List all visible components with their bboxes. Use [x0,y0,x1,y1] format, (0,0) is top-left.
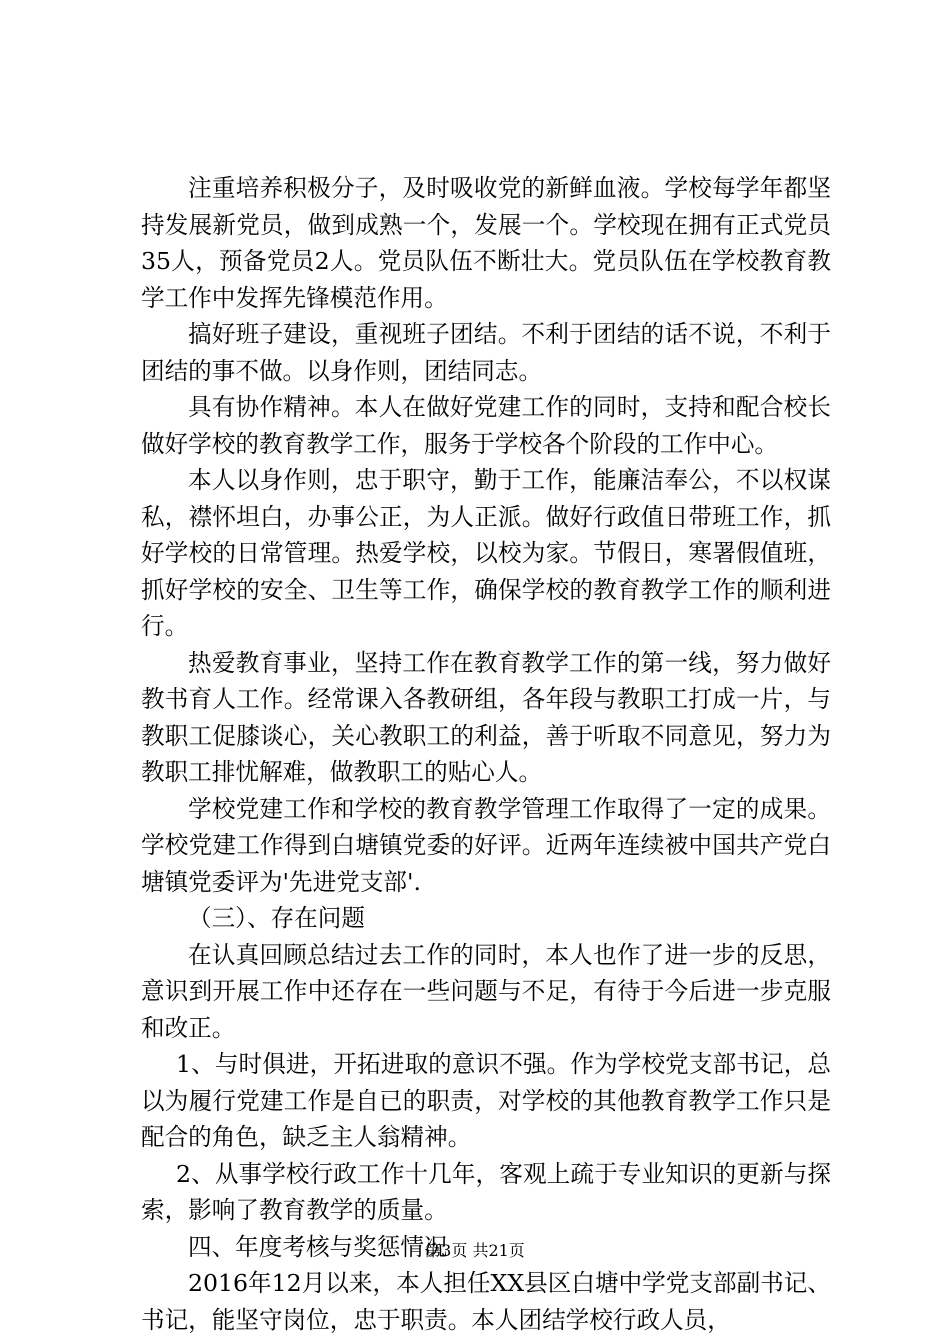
paragraph-conduct: 本人以身作则，忠于职守，勤于工作，能廉洁奉公，不以权谋私，襟怀坦白，办事公正，为人正派。做好行政值日带班工作，抓好学校的日常管理。热爱学校，以校为家。节假日，寒署假值班，抓好学校的安全、卫生等工作，确保学校的教育教学工作的顺利进行。 [141,466,831,640]
section-heading-problems: （三）、存在问题 [188,904,365,932]
paragraph-reflection: 在认真回顾总结过去工作的同时，本人也作了进一步的反思，意识到开展工作中还存在一些问题与不足，有待于今后进一步克服和改正。 [141,940,831,1042]
section-heading-assessment: 四、年度考核与奖惩情况 [188,1232,448,1261]
paragraph-achievements: 学校党建工作和学校的教育教学管理工作取得了一定的成果。学校党建工作得到白塘镇党委的好评。近两年连续被中国共产党白塘镇党委评为'先进党支部'. [141,794,831,896]
document-body [141,170,831,1338]
paragraph-education: 热爱教育事业，坚持工作在教育教学工作的第一线，努力做好教书育人工作。经常课入各教研组，各年段与教职工打成一片，与教职工促膝谈心，关心教职工的利益，善于听取不同意见，努力为教职工排忧解难，做教职工的贴心人。 [141,648,831,786]
paragraph-team-building: 搞好班子建设，重视班子团结。不利于团结的话不说，不利于团结的事不做。以身作则，团结同志。 [141,320,831,385]
paragraph-cooperation: 具有协作精神。本人在做好党建工作的同时，支持和配合校长做好学校的教育教学工作，服务于学校各个阶段的工作中心。 [141,393,831,458]
paragraph-party-members: 注重培养积极分子，及时吸收党的新鲜血液。学校每学年都坚持发展新党员，做到成熟一个，发展一个。学校现在拥有正式党员35人，预备党员2人。党员队伍不断壮大。党员队伍在学校教育教学工作中发挥先锋模范作用。 [141,174,831,312]
page-footer [0,1240,950,1262]
page-number: 第3页 共21页 [425,1241,525,1260]
paragraph-problem-2: 2、从事学校行政工作十几年，客观上疏于专业知识的更新与探索，影响了教育教学的质量。 [141,1159,831,1224]
paragraph-assessment: 2016年12月以来，本人担任XX县区白塘中学党支部副书记、书记，能坚守岗位，忠于职责。本人团结学校行政人员， [141,1269,831,1334]
paragraph-problem-1: 1、与时俱进，开拓进取的意识不强。作为学校党支部书记，总以为履行党建工作是自已的职责，对学校的其他教育教学工作只是配合的角色，缺乏主人翁精神。 [141,1050,831,1151]
